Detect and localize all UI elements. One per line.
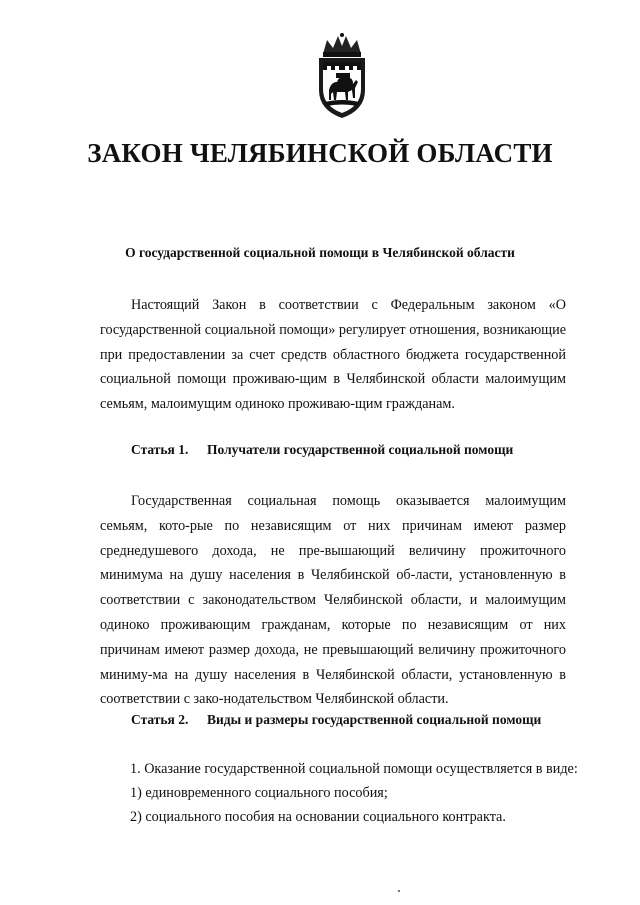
article-2-item: 1) единовременного социального пособия;: [130, 785, 388, 801]
article-2-title: Виды и размеры государственной социальной помощи: [207, 712, 542, 727]
coat-of-arms-icon: [311, 32, 373, 120]
article-1-paragraph: Государственная социальная помощь оказывается малоимущим семьям, кото-рые по независящим от них причинам имеют размер среднедушевого дохода, не пре-вышающий величину прожиточного минимума на душу населения в Челябинской об-ласти, установленную в соответствии с законодательством Челябинской области, и малоимущим одиноко проживающим гражданам, которые по независящим от них причинам имеют размер дохода, не превышающий величину прожиточного миниму-ма на душу населения в Челябинской области, установленную в соответствии с зако-нодательством Челябинской области.: [100, 493, 566, 708]
preamble-paragraph: Настоящий Закон в соответствии с Федеральным законом «О государственной социальной помощи» регулирует отношения, возникающие при предоставлении за счет средств областного бюджета государственной социальной помощи проживаю-щим в Челябинской области малоимущим семьям, малоимущим одиноко проживаю-щим гражданам.: [100, 297, 566, 413]
article-1-title: Получатели государственной социальной помощи: [207, 442, 514, 457]
article-2-number: Статья 2.: [131, 712, 189, 727]
article-2-item: 2) социального пособия на основании социального контракта.: [130, 809, 506, 825]
scan-speck: [398, 890, 400, 892]
article-2-item: 1. Оказание государственной социальной помощи осуществляется в виде:: [130, 761, 578, 777]
law-title: ЗАКОН ЧЕЛЯБИНСКОЙ ОБЛАСТИ: [87, 138, 553, 168]
article-1-heading: [131, 442, 513, 458]
law-subtitle: О государственной социальной помощи в Челябинской области: [125, 245, 515, 260]
article-1-number: Статья 1.: [131, 442, 189, 457]
article-2-heading: [131, 712, 541, 728]
